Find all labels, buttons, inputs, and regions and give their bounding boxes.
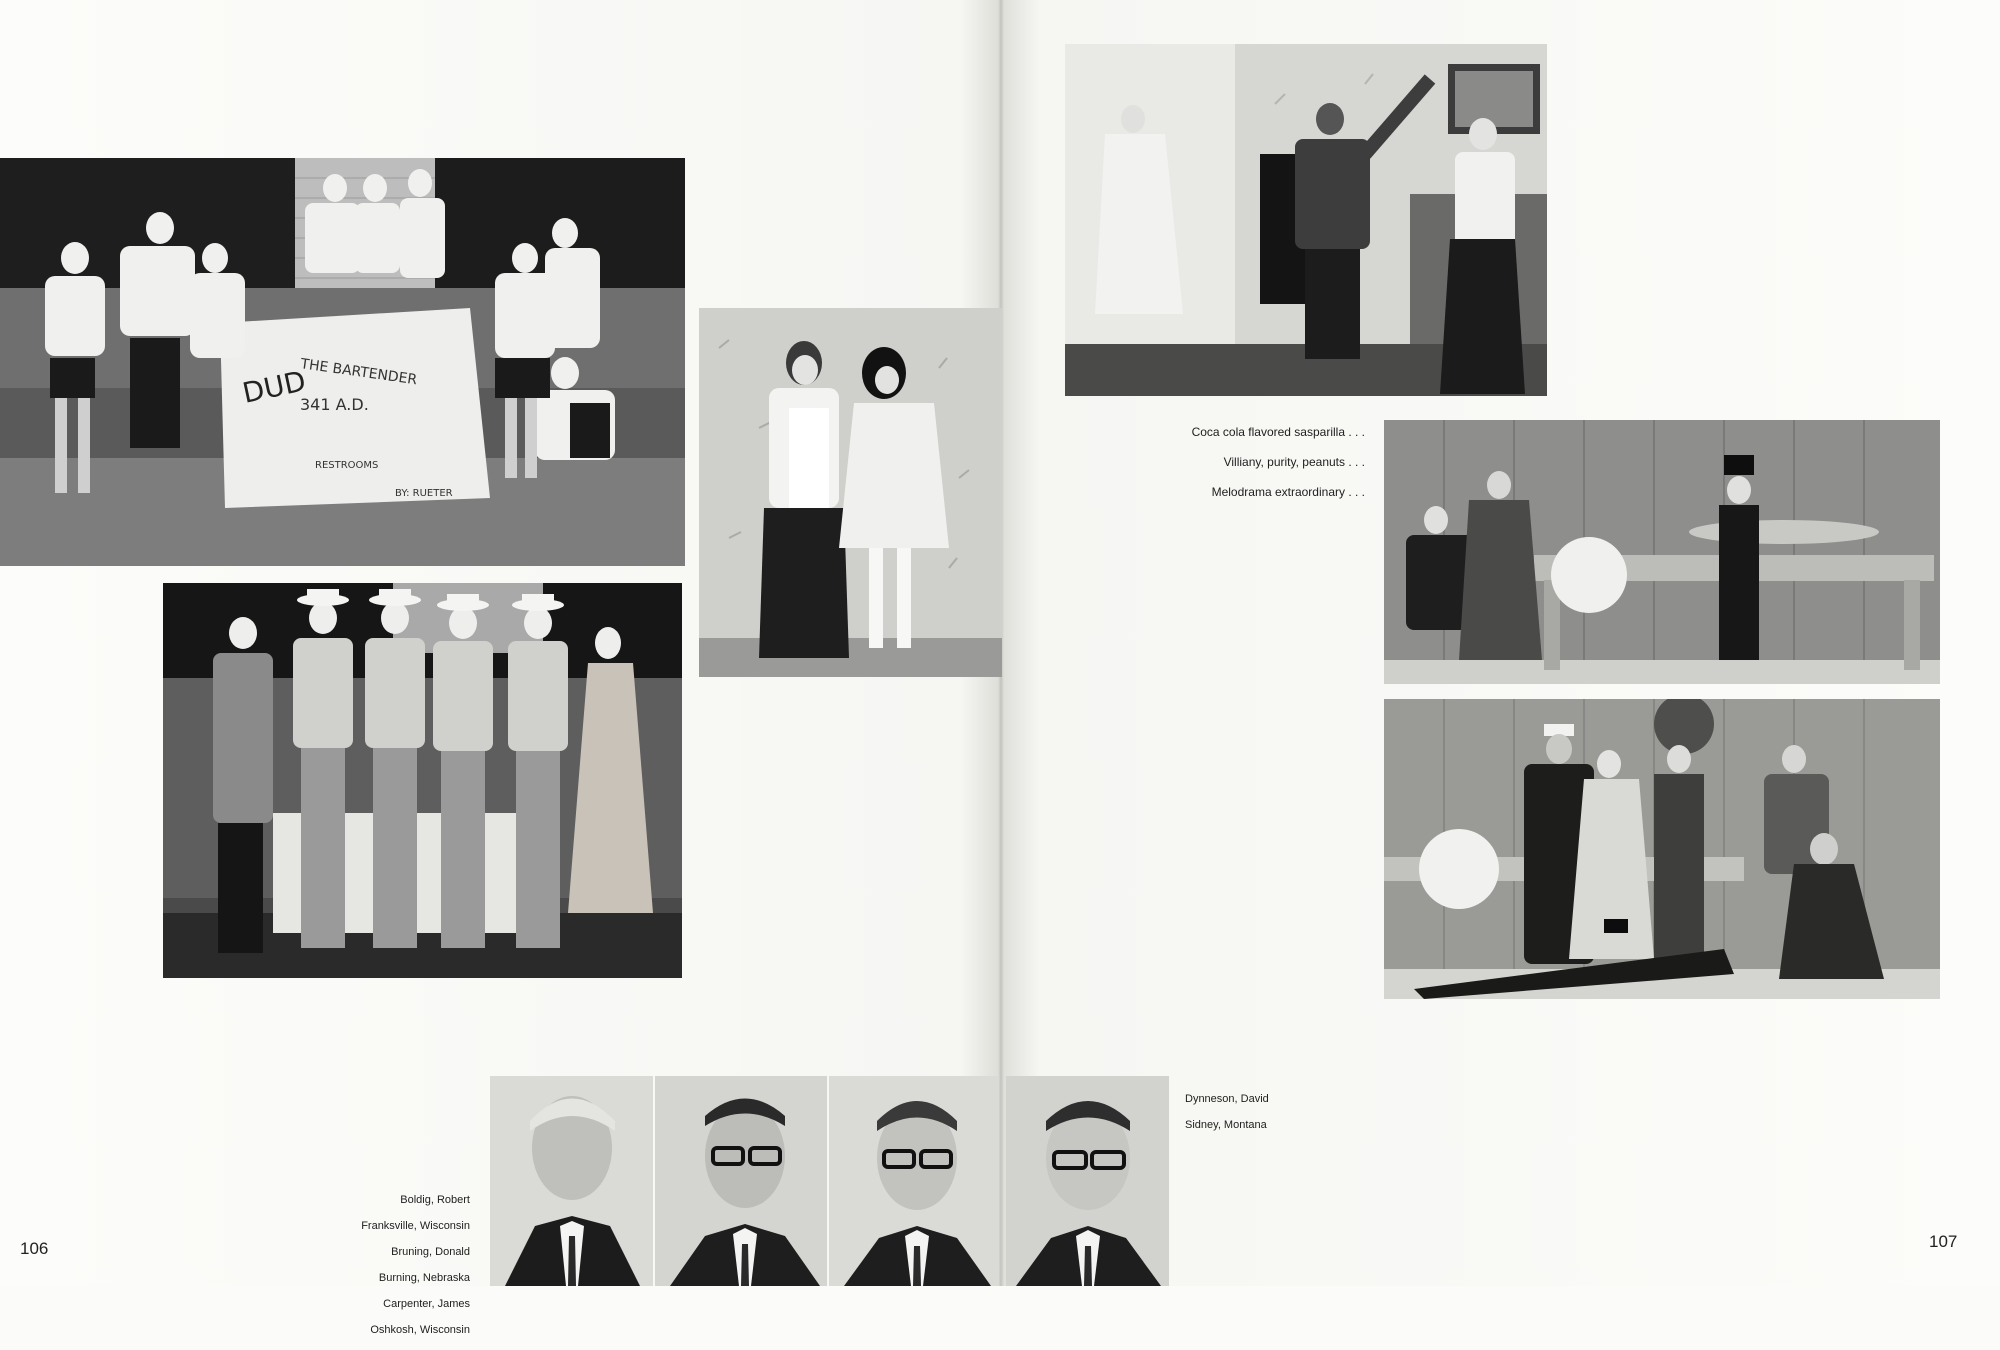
svg-text:341 A.D.: 341 A.D.	[300, 395, 369, 414]
name-line: Bruning, Donald	[391, 1246, 470, 1258]
page-number-left: 106	[20, 1239, 49, 1258]
name-line: Boldig, Robert	[400, 1194, 470, 1206]
portrait-boldig	[490, 1076, 653, 1286]
name-line: Carpenter, James	[383, 1298, 470, 1310]
svg-text:RESTROOMS: RESTROOMS	[315, 460, 379, 471]
caption-line: Melodrama extraordinary . . .	[1211, 485, 1365, 499]
name-line: Franksville, Wisconsin	[361, 1220, 470, 1232]
melodrama-caption	[1060, 410, 1365, 515]
photo-rescue-scene	[1384, 699, 1940, 999]
photo-bar-group-sign	[0, 158, 685, 566]
name-line: Sidney, Montana	[1185, 1119, 1267, 1131]
photo-two-ladies	[699, 308, 1002, 677]
name-line: Burning, Nebraska	[378, 1272, 470, 1284]
caption-line: Coca cola flavored sasparilla . . .	[1191, 425, 1365, 439]
name-line: Dynneson, David	[1185, 1093, 1269, 1105]
photo-sawmill-scene	[1384, 420, 1940, 684]
svg-text:DUD: DUD	[239, 364, 309, 410]
caption-line: Villiany, purity, peanuts . . .	[1223, 455, 1365, 469]
svg-text:THE BARTENDER: THE BARTENDER	[299, 356, 419, 389]
photo-stage-pointing	[1065, 44, 1547, 396]
portrait-carpenter	[829, 1076, 999, 1286]
portrait-bruning	[655, 1076, 827, 1286]
portrait-dynneson	[1006, 1076, 1169, 1286]
name-line: Oshkosh, Wisconsin	[370, 1324, 470, 1336]
page-number-right: 107	[1929, 1232, 1958, 1251]
names-caption-left	[300, 1181, 470, 1350]
photo-barbershop-lineup	[163, 583, 682, 978]
names-caption-right	[1185, 1080, 1335, 1145]
svg-text:BY: RUETER: BY: RUETER	[395, 488, 453, 499]
